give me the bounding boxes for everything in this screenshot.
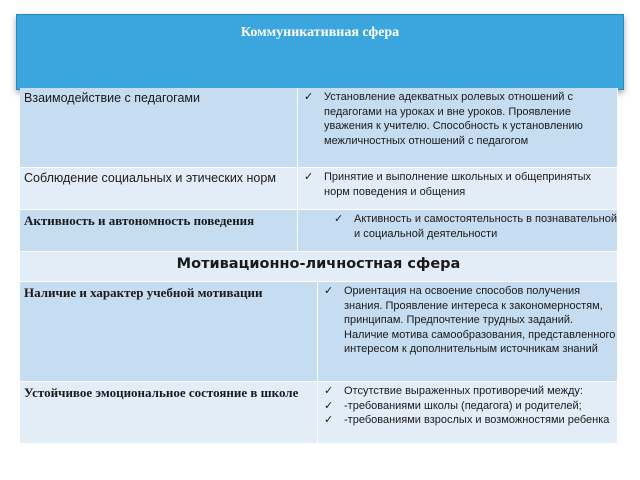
checkmark-bullet-icon: ✓ <box>324 385 334 397</box>
competency-table <box>16 14 624 470</box>
list-item: ✓ Установление адекватных ролевых отношений с педагогами на уроках и вне уроков. Проявление уважения к учителю. Способность к установлению межличностных отношений с педагогом <box>304 91 583 147</box>
list-item: ✓ -требованиями школы (педагога) и родителей; <box>324 399 582 412</box>
row-label-cell <box>20 210 298 252</box>
row-label: Устойчивое эмоциональное состояние в школе <box>24 385 299 400</box>
row-content-cell <box>318 382 618 444</box>
section-title: Мотивационно-личностная сфера <box>176 256 461 272</box>
section-header-cell <box>20 252 618 282</box>
row-label: Активность и автономность поведения <box>24 213 255 228</box>
list-item: ✓ Активность и самостоятельность в познавательной и социальной деятельности <box>334 213 617 240</box>
checkmark-bullet-icon: ✓ <box>324 414 334 426</box>
row-label-cell <box>20 382 318 444</box>
checkmark-bullet-icon: ✓ <box>334 213 344 225</box>
row-content-cell <box>318 282 618 382</box>
row-content-cell <box>298 210 618 252</box>
list-item: ✓ Ориентация на освоение способов получения знания. Проявление интереса к закономерностям, принципам. Предпочтение трудных заданий. Наличие мотива самообразования, представленного интересом к дополнительным источникам знаний <box>324 285 616 355</box>
list-item: ✓ Отсутствие выраженных противоречий между: <box>324 385 583 397</box>
table-header <box>16 14 624 90</box>
section-title: Коммуникативная сфера <box>240 25 400 40</box>
row-label-cell <box>20 168 298 210</box>
list-item: ✓ Принятие и выполнение школьных и общепринятых норм поведения и общения <box>304 171 592 198</box>
row-label: Соблюдение социальных и этических норм <box>24 171 276 185</box>
row-label-cell <box>20 282 318 382</box>
row-label: Наличие и характер учебной мотивации <box>24 285 263 300</box>
row-content-cell <box>298 168 618 210</box>
row-label-cell <box>20 88 298 168</box>
checkmark-bullet-icon: ✓ <box>304 91 314 103</box>
row-content-cell <box>298 88 618 168</box>
checkmark-bullet-icon: ✓ <box>324 285 334 297</box>
checkmark-bullet-icon: ✓ <box>324 399 334 412</box>
list-item: ✓ -требованиями взрослых и возможностями ребенка <box>324 414 610 426</box>
checkmark-bullet-icon: ✓ <box>304 171 314 183</box>
row-label: Взаимодействие с педагогами <box>24 91 200 105</box>
